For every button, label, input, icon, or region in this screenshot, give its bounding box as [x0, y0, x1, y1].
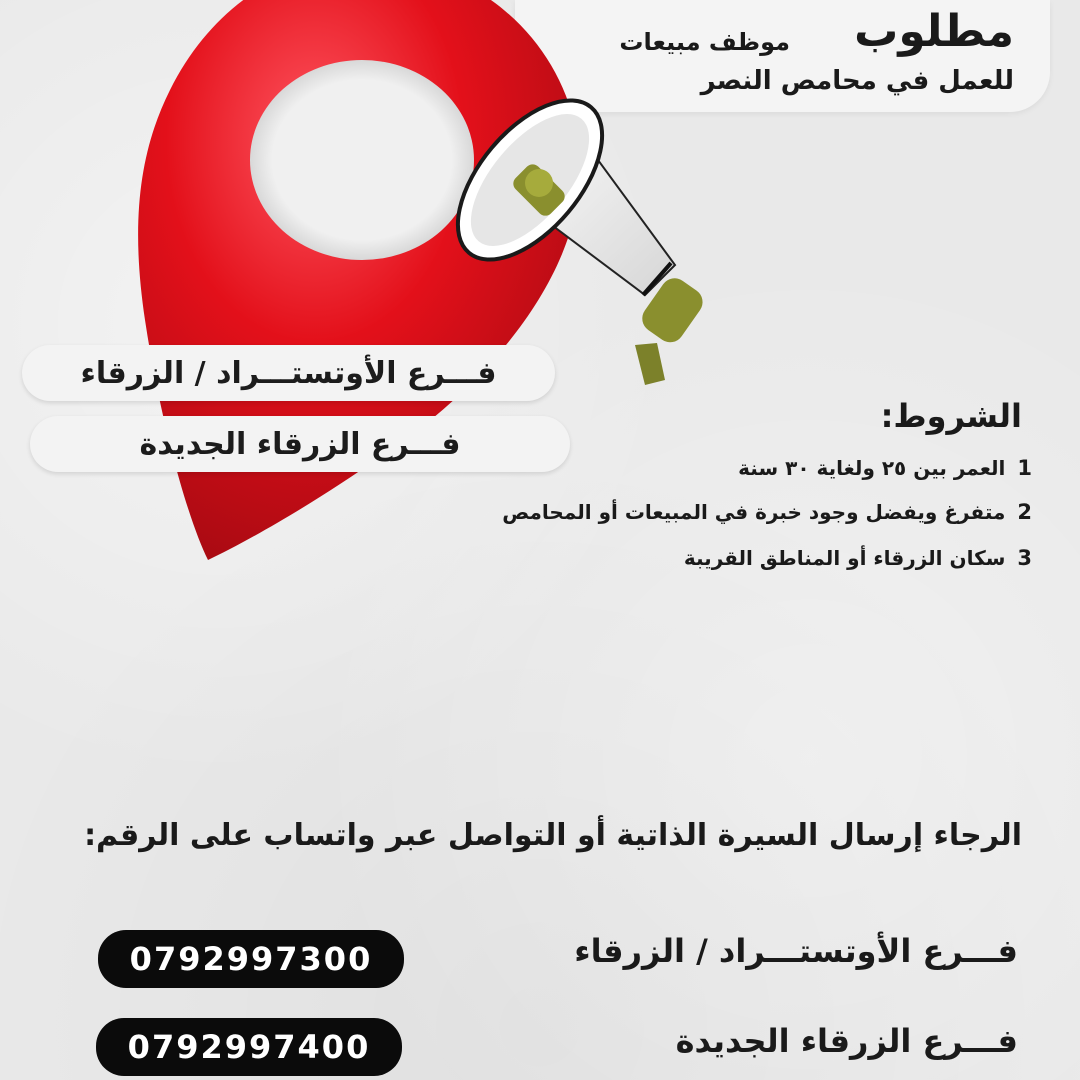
condition-number: 1: [1017, 456, 1032, 480]
branch-pill-new-zarqa: فـــرع الزرقاء الجديدة: [30, 416, 570, 472]
condition-number: 3: [1017, 546, 1032, 570]
condition-item: [502, 500, 1032, 524]
branch-pill-autostrad: فـــرع الأوتستـــراد / الزرقاء: [22, 345, 555, 401]
condition-text: سكان الزرقاء أو المناطق القريبة: [683, 546, 1006, 570]
condition-text: العمر بين ٢٥ ولغاية ٣٠ سنة: [738, 456, 1006, 480]
header-workplace: للعمل في محامص النصر: [700, 66, 1014, 96]
header-position: موظف مبيعات: [619, 28, 790, 56]
phone-number-pill[interactable]: 0792997300: [98, 930, 404, 988]
condition-number: 2: [1017, 500, 1032, 524]
contact-branch-label: فـــرع الزرقاء الجديدة: [675, 1022, 1018, 1060]
condition-item: [684, 546, 1032, 570]
condition-item: [738, 456, 1032, 480]
header-title: مطلوب: [854, 6, 1014, 57]
contact-branch-label: فـــرع الأوتستـــراد / الزرقاء: [574, 932, 1018, 970]
contact-prompt: الرجاء إرسال السيرة الذاتية أو التواصل عبر واتساب على الرقم:: [84, 818, 1022, 853]
phone-number-pill[interactable]: 0792997400: [96, 1018, 402, 1076]
conditions-title: الشروط:: [880, 397, 1022, 435]
condition-text: متفرغ ويفضل وجود خبرة في المبيعات أو المحامص: [502, 500, 1006, 524]
